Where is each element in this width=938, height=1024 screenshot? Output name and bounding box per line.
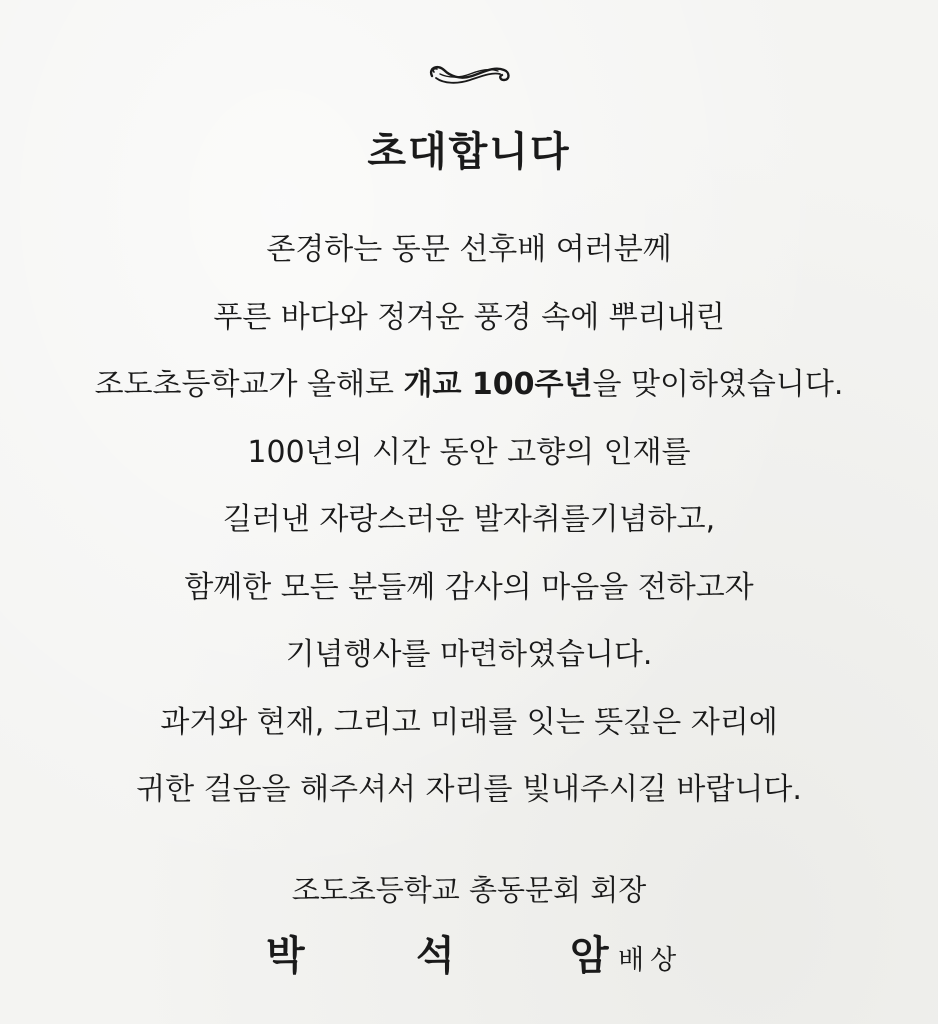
body-line: 귀한 걸음을 해주셔서 자리를 빛내주시길 바랍니다.: [136, 772, 802, 807]
invitation-body: [0, 216, 938, 824]
body-line: 길러낸 자랑스러운 발자취를기념하고,: [222, 502, 716, 537]
body-line: 푸른 바다와 정겨운 풍경 속에 뿌리내린: [213, 299, 725, 335]
body-line: 과거와 현재, 그리고 미래를 잇는 뜻깊은 자리에: [160, 704, 778, 740]
signer-organization: 조도초등학교 총동문회 회장: [291, 873, 647, 907]
body-line: [0, 351, 938, 419]
signer-name-char: 석: [416, 933, 455, 979]
signer-name-char: 박: [266, 933, 305, 979]
body-line-before: 조도초등학교가 올해로: [94, 367, 404, 402]
flourish-ornament-icon: [424, 58, 514, 90]
signer-name-char: 암: [570, 933, 609, 979]
body-line: 존경하는 동문 선후배 여러분께: [266, 232, 672, 267]
invitation-title: 초대합니다: [367, 129, 571, 175]
body-line: 100년의 시간 동안 고향의 인재를: [247, 434, 691, 470]
body-line: 함께한 모든 분들께 감사의 마음을 전하고자: [184, 569, 754, 605]
signer-block: [266, 924, 682, 984]
body-line-after: 을 맞이하였습니다.: [592, 367, 844, 402]
anniversary-emphasis: 개교 100주년: [403, 367, 593, 402]
body-line: 기념행사를 마련하였습니다.: [285, 637, 653, 672]
signer-closing: 배상: [618, 945, 683, 976]
